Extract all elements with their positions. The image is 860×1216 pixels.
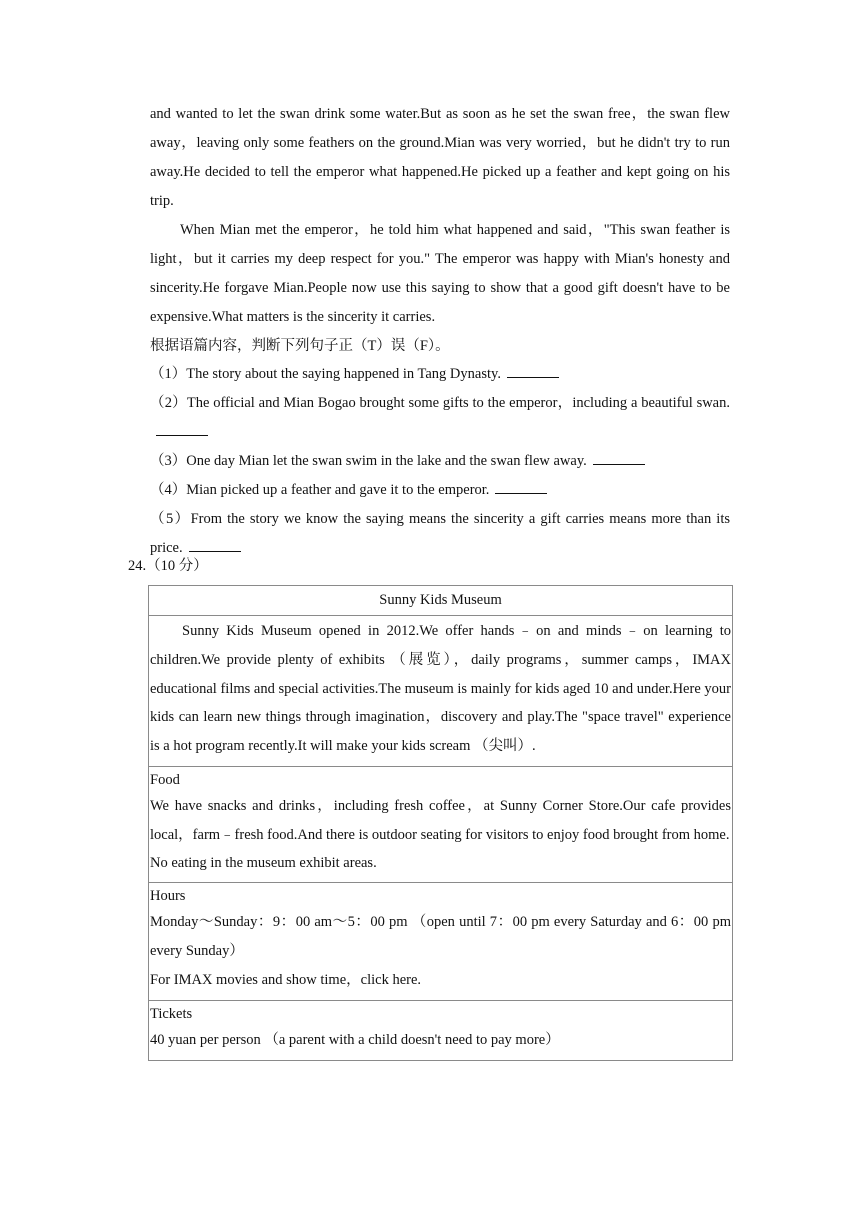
answer-blank[interactable] <box>507 365 559 378</box>
passage-paragraph-2: When Mian met the emperor，he told him what happened and said，"This swan feather is light，but it carries my deep respect for you." The emperor was happy with Mian's honesty and sincerity.He forgave Mian.People now use this saying to show that a good gift doesn't have to be expensive.What matters is the sincerity it carries. <box>150 222 730 325</box>
museum-intro: Sunny Kids Museum opened in 2012.We offer hands﹣on and minds﹣on learning to children.We provide plenty of exhibits （展览），daily programs，summer camps，IMAX educational films and special activities.The museum is mainly for kids aged 10 and under.Here your kids can learn new things through imagination，discovery and play.The "space travel" experience is a hot program recently.It will make your kids scream （尖叫）. <box>149 616 733 767</box>
tickets-section <box>149 1000 733 1060</box>
answer-blank[interactable] <box>593 452 645 465</box>
table-row <box>149 616 733 767</box>
hours-section <box>149 882 733 1000</box>
answer-blank[interactable] <box>156 423 208 436</box>
answer-blank[interactable] <box>189 539 241 552</box>
question-4: （4）Mian picked up a feather and gave it to the emperor. <box>150 476 730 505</box>
hours-note: For IMAX movies and show time，click here. <box>150 971 422 988</box>
passage-paragraph-1: and wanted to let the swan drink some water.But as soon as he set the swan free，the swan flew away，leaving only some feathers on the ground.Mian was very worried，but he didn't try to run away.He decided to tell the emperor what happened.He picked up a feather and kept going on his trip. <box>150 106 730 209</box>
tickets-heading: Tickets <box>150 1005 193 1022</box>
reading-passage <box>150 100 730 563</box>
hours-heading: Hours <box>150 887 186 904</box>
food-heading: Food <box>150 771 180 788</box>
question-2: （2）The official and Mian Bogao brought some gifts to the emperor，including a beautiful swan. <box>150 389 730 447</box>
food-section <box>149 766 733 882</box>
table-row <box>149 586 733 616</box>
food-text: We have snacks and drinks，including fresh coffee，at Sunny Corner Store.Our cafe provides local，farm﹣fresh food.And there is outdoor seating for visitors to enjoy food brought from home. <box>150 797 731 843</box>
question-number: 24.（10 分） <box>128 558 208 574</box>
table-row <box>149 1000 733 1060</box>
table-row <box>149 882 733 1000</box>
question-1: （1）The story about the saying happened in Tang Dynasty. <box>150 360 730 389</box>
food-note: No eating in the museum exhibit areas. <box>150 854 377 871</box>
answer-blank[interactable] <box>495 481 547 494</box>
hours-text: Monday～Sunday：9：00 am～5：00 pm （open until 7：00 pm every Saturday and 6：00 pm every Sunday） <box>150 913 731 959</box>
tickets-text: 40 yuan per person （a parent with a child doesn't need to pay more） <box>150 1031 560 1048</box>
question-5: （5）From the story we know the saying means the sincerity a gift carries means more than its price. <box>150 511 730 556</box>
museum-title: Sunny Kids Museum <box>149 586 733 616</box>
table-row <box>149 766 733 882</box>
museum-info-table <box>148 585 733 1061</box>
question-3: （3）One day Mian let the swan swim in the lake and the swan flew away. <box>150 447 730 476</box>
instruction: 根据语篇内容，判断下列句子正（T）误（F）。 <box>150 338 450 354</box>
